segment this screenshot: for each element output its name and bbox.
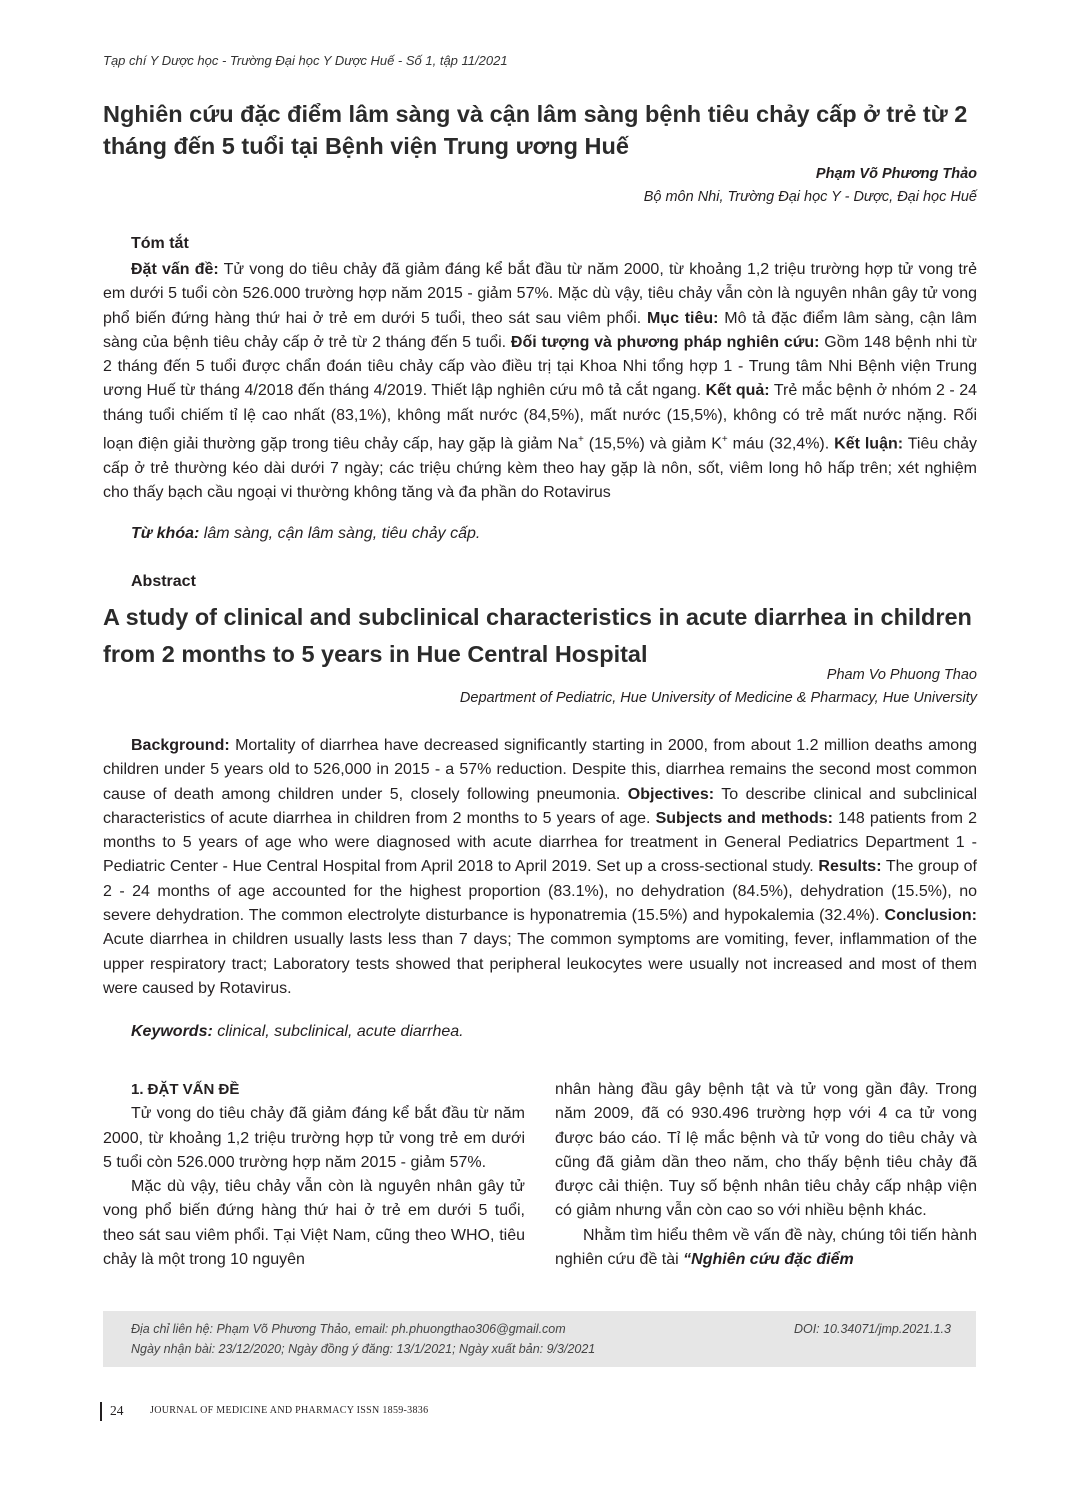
section-heading-introduction: 1. ĐẶT VẤN ĐỀ bbox=[131, 1081, 240, 1098]
potassium-superscript: + bbox=[721, 434, 728, 446]
left-paragraph-1: Tử vong do tiêu chảy đã giảm đáng kể bắt đầu từ năm 2000, từ khoảng 1,2 triệu trường hợp tử vong trẻ em dưới 5 tuổi còn 526.000 trường hợp năm 2015 - giảm 57%. bbox=[103, 1105, 525, 1171]
en-objective-text: To describe clinical and subclinical characteristics of acute diarrhea in children from 2 months to 5 years of age. bbox=[103, 785, 978, 827]
en-objective-label: Objectives: bbox=[620, 785, 715, 803]
sodium-superscript: + bbox=[578, 434, 584, 446]
vietnamese-affiliation: Bộ môn Nhi, Trường Đại học Y - Dược, Đại học Huế bbox=[643, 189, 977, 205]
vi-methods-text: Gồm 148 bệnh nhi từ 2 tháng đến 5 tuổi được chẩn đoán tiêu chảy cấp vào điều trị tại Khoa Nhi tổng hợp 1 - Trung tâm Nhi Bệnh viện Trung ương Huế từ tháng 4/2018 đến tháng 4/2019. Thiết lập nghiên cứu mô tả cắt ngang. bbox=[103, 333, 978, 400]
en-conclusion-label: Conclusion: bbox=[879, 907, 977, 925]
vietnamese-keywords bbox=[131, 525, 480, 543]
left-paragraph-2: Mặc dù vậy, tiêu chảy vẫn còn là nguyên nhân gây tử vong phổ biến đứng hàng thứ hai ở trẻ em dưới 5 tuổi, theo sát sau viêm phổi. Tại Việt Nam, cũng theo WHO, tiêu chảy là một trong 10 nguyên bbox=[103, 1178, 525, 1269]
en-background-label: Background: bbox=[131, 737, 230, 754]
english-author: Pham Vo Phuong Thao bbox=[826, 667, 977, 683]
vi-methods-label: Đối tượng và phương pháp nghiên cứu: bbox=[506, 333, 820, 351]
vi-keywords-label: Từ khóa: bbox=[131, 525, 200, 542]
vi-results-text: Trẻ mắc bệnh ở nhóm 2 - 24 tháng tuổi chiếm tỉ lệ cao nhất (83,1%), không mất nước (84,5%), mất nước (15,5%), không có trẻ mất nước nặng. Rối loạn điện giải thường gặp trong tiêu chảy cấp, hay gặp là giảm Na bbox=[103, 382, 978, 453]
vi-results-label: Kết quả: bbox=[701, 382, 770, 400]
right-paragraph-2-text: Nhằm tìm hiểu thêm về vấn đề này, chúng tôi tiến hành nghiên cứu đề tài bbox=[555, 1226, 977, 1269]
vi-objective-label: Mục tiêu: bbox=[641, 309, 719, 327]
english-title: A study of clinical and subclinical characteristics in acute diarrhea in children from 2 months to 5 years in Hue Central Hospital bbox=[103, 604, 972, 667]
body-right-column bbox=[555, 1078, 977, 1272]
contact-line: Địa chỉ liên hệ: Phạm Võ Phương Thảo, email: ph.phuongthao306@gmail.com bbox=[131, 1322, 566, 1336]
abstract-heading: Abstract bbox=[131, 573, 196, 590]
footer-divider bbox=[100, 1402, 102, 1421]
en-results-text: The group of 2 - 24 months of age accounted for the highest proportion (83.1%), no dehydration (84.5%), dehydration (15.5%), no severe dehydration. The common electrolyte disturbance is hyponatremia (15.5%) and hypokalemia (32.4%). bbox=[103, 858, 978, 925]
english-keywords bbox=[131, 1023, 464, 1041]
dates-line: Ngày nhận bài: 23/12/2020; Ngày đồng ý đăng: 13/1/2021; Ngày xuất bản: 9/3/2021 bbox=[131, 1342, 596, 1356]
body-left-column bbox=[103, 1078, 525, 1272]
vi-keywords-text: lâm sàng, cận lâm sàng, tiêu chảy cấp. bbox=[199, 525, 481, 542]
vietnamese-author: Phạm Võ Phương Thảo bbox=[815, 166, 977, 182]
en-methods-text: 148 patients from 2 months to 5 years of age who were diagnosed with acute diarrhea for treatment in General Pediatrics Department 1 - Pediatric Center - Hue Central Hospital from April 2018 to April 2019. Set up a cross-sectional study. bbox=[103, 809, 978, 876]
en-keywords-text: clinical, subclinical, acute diarrhea. bbox=[212, 1023, 464, 1040]
en-results-label: Results: bbox=[813, 858, 882, 876]
summary-heading: Tóm tắt bbox=[131, 235, 189, 252]
vietnamese-title: Nghiên cứu đặc điểm lâm sàng và cận lâm sàng bệnh tiêu chảy cấp ở trẻ từ 2 tháng đến 5 tuổi tại Bệnh viện Trung ương Huế bbox=[103, 101, 968, 159]
right-paragraph-2 bbox=[555, 1224, 977, 1273]
doi-text: DOI: 10.34071/jmp.2021.1.3 bbox=[793, 1322, 951, 1336]
en-conclusion-text: Acute diarrhea in children usually lasts less than 7 days; The common symptoms are vomiting, fever, inflammation of the upper respiratory tract; Laboratory tests showed that peripheral leukocytes were usually not increased and most of them were caused by Rotavirus. bbox=[103, 931, 977, 997]
right-paragraph-2-emphasis: “Nghiên cứu đặc điểm bbox=[683, 1251, 854, 1269]
vi-conclusion-label: Kết luận: bbox=[829, 435, 904, 453]
vi-objective-text: Mô tả đặc điểm lâm sàng, cận lâm sàng của bệnh tiêu chảy cấp ở trẻ từ 2 tháng đến 5 tuổi. bbox=[103, 309, 978, 351]
page-number: 24 bbox=[110, 1403, 124, 1418]
en-background-text: Mortality of diarrhea have decreased significantly starting in 2000, from about 1.2 million deaths among children under 5 years old to 526,000 in 2015 - a 57% reduction. Despite this, diarrhea remains the second most common cause of death among children under 5, closely following pneumonia. bbox=[103, 737, 977, 803]
journal-header: Tạp chí Y Dược học - Trường Đại học Y Dược Huế - Số 1, tập 11/2021 bbox=[103, 53, 508, 68]
vi-results-text-3: máu (32,4%). bbox=[727, 435, 830, 453]
vi-background-text: Tử vong do tiêu chảy đã giảm đáng kể bắt đầu từ năm 2000, từ khoảng 1,2 triệu trường hợp tử vong trẻ em dưới 5 tuổi còn 526.000 trường hợp năm 2015 - giảm 57%. Mặc dù vậy, tiêu chảy vẫn còn là nguyên nhân gây tử vong phổ biến đứng hàng thứ hai ở trẻ em dưới 5 tuổi, theo sát sau viêm phổi. bbox=[103, 261, 977, 327]
footer-journal: JOURNAL OF MEDICINE AND PHARMACY ISSN 1859-3836 bbox=[150, 1405, 429, 1416]
vi-conclusion-text: Tiêu chảy cấp ở trẻ thường kéo dài dưới 7 ngày; các triệu chứng kèm theo hay gặp là nôn, sốt, viêm long hô hấp trên; xét nghiệm cho thấy bạch cầu ngoại vi thường không tăng và đa phần do Rotavirus bbox=[103, 435, 977, 501]
contact-box bbox=[103, 1311, 976, 1367]
right-paragraph-1: nhân hàng đầu gây bệnh tật và tử vong gần đây. Trong năm 2009, đã có 930.496 trường hợp với 4 ca tử vong được báo cáo. Tỉ lệ mắc bệnh và tử vong do tiêu chảy và cũng đã giảm dần theo năm, cho thấy bệnh tiêu chảy đã được cải thiện. Tuy số bệnh nhân tiêu chảy cấp nhập viện có giảm nhưng vẫn còn cao so với nhiều bệnh khác. bbox=[555, 1081, 977, 1220]
vietnamese-abstract bbox=[103, 258, 977, 505]
english-affiliation: Department of Pediatric, Hue University of Medicine & Pharmacy, Hue University bbox=[459, 690, 977, 706]
en-methods-label: Subjects and methods: bbox=[650, 809, 833, 827]
vi-background-label: Đặt vấn đề: bbox=[131, 261, 219, 278]
english-abstract bbox=[103, 734, 977, 1001]
vi-results-text-2: (15,5%) và giảm K bbox=[583, 435, 722, 453]
en-keywords-label: Keywords: bbox=[131, 1023, 213, 1040]
